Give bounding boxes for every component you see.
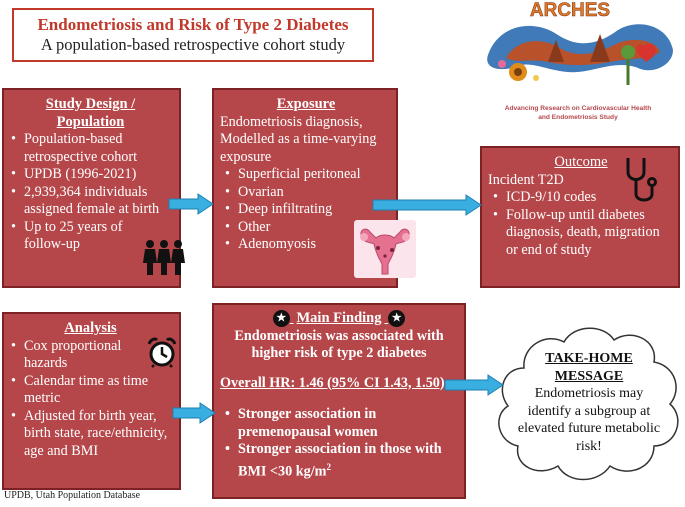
take-home-heading-line-1: TAKE-HOME	[545, 351, 633, 366]
study-design-list	[6, 131, 175, 254]
list-item: • Adenomyosis	[220, 236, 392, 254]
list-item: • Calendar time as time metric	[6, 373, 175, 408]
outcome-heading: Outcome	[554, 154, 608, 170]
list-item: • Cox proportional hazards	[6, 338, 175, 373]
list-item: • Follow-up until diabetes diagnosis, death, migration or end of study	[488, 207, 674, 260]
list-item: • Adjusted for birth year, birth state, race/ethnicity, age and BMI	[6, 408, 175, 461]
list-item	[220, 441, 458, 481]
take-home-text: Endometriosis may identify a subgroup at elevated future metabolic risk!	[517, 386, 661, 454]
uterus-image	[354, 220, 416, 278]
list-item-text: Stronger association in those with BMI <30 kg/m	[238, 441, 442, 480]
arches-logo	[478, 0, 678, 130]
page-subtitle: A population-based retrospective cohort study	[40, 35, 346, 54]
list-item: • Other	[220, 219, 392, 237]
page-title: Endometriosis and Risk of Type 2 Diabetes	[37, 15, 349, 34]
superscript: 2	[326, 461, 331, 472]
exposure-heading: Exposure	[276, 96, 336, 112]
take-home-cloud	[494, 318, 684, 486]
study-design-panel	[2, 88, 181, 288]
logo-tagline-line-1: Advancing Research on Cardiovascular Health	[504, 105, 652, 112]
take-home-heading-line-2: MESSAGE	[554, 368, 624, 384]
list-item: • UPDB (1996-2021)	[6, 166, 175, 184]
stethoscope-icon	[622, 156, 658, 206]
list-item: • ICD-9/10 codes	[488, 189, 674, 207]
list-item: • Stronger association in premenopausal women	[220, 406, 458, 441]
list-item: • Superficial peritoneal	[220, 166, 392, 184]
take-home-content	[512, 350, 666, 455]
list-item: • Ovarian	[220, 184, 392, 202]
title-box	[12, 8, 374, 62]
arrow-right-icon	[372, 194, 482, 216]
arrow-right-icon	[168, 193, 214, 215]
outcome-panel	[480, 146, 680, 288]
main-finding-statement: Endometriosis was associated with higher risk of type 2 diabetes	[234, 327, 444, 361]
outcome-intro: Incident T2D	[488, 171, 564, 188]
main-finding-heading-text: Main Finding	[296, 310, 382, 326]
main-finding-panel	[212, 303, 466, 499]
arrow-right-icon	[444, 374, 504, 396]
list-item: • Deep infiltrating	[220, 201, 392, 219]
exposure-intro: Endometriosis diagnosis, Modelled as a time-varying exposure	[220, 113, 377, 165]
alarm-clock-icon	[146, 336, 178, 368]
list-item: • Population-based retrospective cohort	[6, 131, 175, 166]
exposure-panel	[212, 88, 398, 288]
list-item: • Up to 25 years of follow-up	[6, 219, 175, 254]
people-icon	[142, 239, 186, 277]
list-item: • 2,939,364 individuals assigned female at birth	[6, 184, 175, 219]
study-design-heading-line-2: Population	[56, 113, 125, 130]
logo-tagline	[478, 104, 678, 122]
logo-tagline-line-2: and Endometriosis Study	[538, 114, 618, 121]
main-finding-heading	[220, 310, 458, 328]
hazard-ratio: Overall HR: 1.46 (95% CI 1.43, 1.50)	[220, 374, 445, 391]
uterus-icon	[354, 220, 416, 278]
main-finding-list	[220, 406, 458, 481]
footnote: UPDB, Utah Population Database	[4, 490, 141, 501]
arches-logo-icon	[478, 0, 678, 90]
study-design-heading-line-1: Study Design /	[45, 96, 136, 112]
study-design-heading	[6, 96, 175, 131]
arrow-right-icon	[172, 402, 216, 424]
analysis-heading: Analysis	[64, 320, 117, 336]
logo-name: ARCHES	[529, 0, 611, 21]
star-icon: ★	[388, 310, 405, 327]
star-icon: ★	[273, 310, 290, 327]
analysis-panel	[2, 312, 181, 490]
take-home-heading	[512, 350, 666, 385]
